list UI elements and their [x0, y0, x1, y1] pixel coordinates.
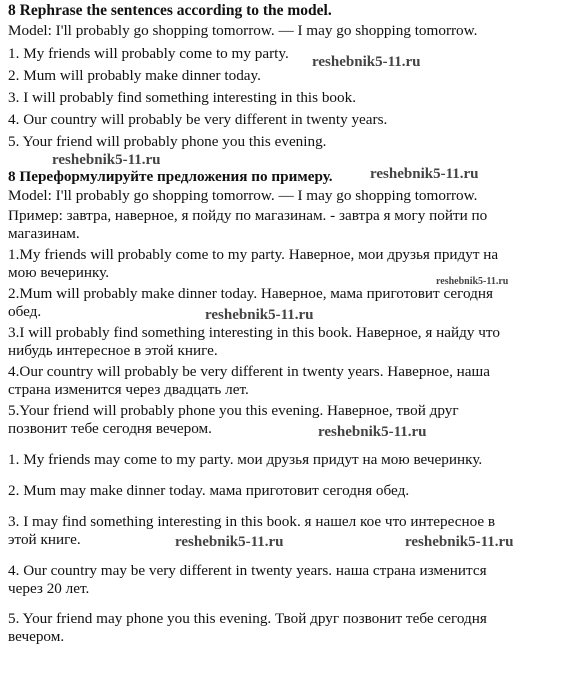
answer-item: 1. My friends may come to my party. мои друзья придут на мою вечеринку. — [8, 451, 483, 468]
watermark: reshebnik5-11.ru — [318, 424, 427, 440]
watermark: reshebnik5-11.ru — [436, 276, 509, 287]
answer-item: 4. Our country may be very different in twenty years. наша страна изменится — [8, 562, 487, 579]
task-heading-ru: 8 Переформулируйте предложения по примеру. — [8, 168, 333, 185]
translation-item-cont: позвонит тебе сегодня вечером. — [8, 420, 212, 437]
watermark: reshebnik5-11.ru — [205, 307, 314, 323]
exercise-item: 2. Mum will probably make dinner today. — [8, 67, 261, 84]
answer-item: 5. Your friend may phone you this evening. Твой друг позвонит тебе сегодня — [8, 610, 487, 627]
watermark: reshebnik5-11.ru — [52, 152, 161, 168]
task-heading-en: 8 Rephrase the sentences according to the model. — [8, 2, 332, 19]
model-line-en: Model: I'll probably go shopping tomorrow. — I may go shopping tomorrow. — [8, 22, 478, 39]
exercise-item: 3. I will probably find something interesting in this book. — [8, 89, 357, 106]
answer-item: 3. I may find something interesting in this book. я нашел кое что интересное в — [8, 513, 496, 530]
translation-item-cont: нибудь интересное в этой книге. — [8, 342, 218, 359]
translation-item-cont: страна изменится через двадцать лет. — [8, 381, 249, 398]
answer-item: 2. Mum may make dinner today. мама приготовит сегодня обед. — [8, 482, 410, 499]
exercise-item: 5. Your friend will probably phone you this evening. — [8, 133, 327, 150]
watermark: reshebnik5-11.ru — [370, 166, 479, 182]
watermark: reshebnik5-11.ru — [175, 534, 284, 550]
answer-item-cont: через 20 лет. — [8, 580, 90, 597]
answer-item-cont: этой книге. — [8, 531, 81, 548]
translation-item-cont: мою вечеринку. — [8, 264, 110, 281]
exercise-item: 1. My friends will probably come to my party. — [8, 45, 289, 62]
translation-item: 1.My friends will probably come to my party. Наверное, мои друзья придут на — [8, 246, 499, 263]
answer-item-cont: вечером. — [8, 628, 65, 645]
watermark: reshebnik5-11.ru — [312, 54, 421, 70]
watermark: reshebnik5-11.ru — [405, 534, 514, 550]
translation-item: 2.Mum will probably make dinner today. Наверное, мама приготовит сегодня — [8, 285, 493, 302]
exercise-item: 4. Our country will probably be very different in twenty years. — [8, 111, 388, 128]
translation-item: 5.Your friend will probably phone you this evening. Наверное, твой друг — [8, 402, 459, 419]
model-line-ru: Model: I'll probably go shopping tomorrow. — I may go shopping tomorrow. — [8, 187, 478, 204]
translation-item: 3.I will probably find something interesting in this book. Наверное, я найду что — [8, 324, 500, 341]
translation-item-cont: обед. — [8, 303, 42, 320]
example-line: Пример: завтра, наверное, я пойду по магазинам. - завтра я могу пойти по — [8, 207, 488, 224]
translation-item: 4.Our country will probably be very different in twenty years. Наверное, наша — [8, 363, 490, 380]
example-line: магазинам. — [8, 225, 80, 242]
